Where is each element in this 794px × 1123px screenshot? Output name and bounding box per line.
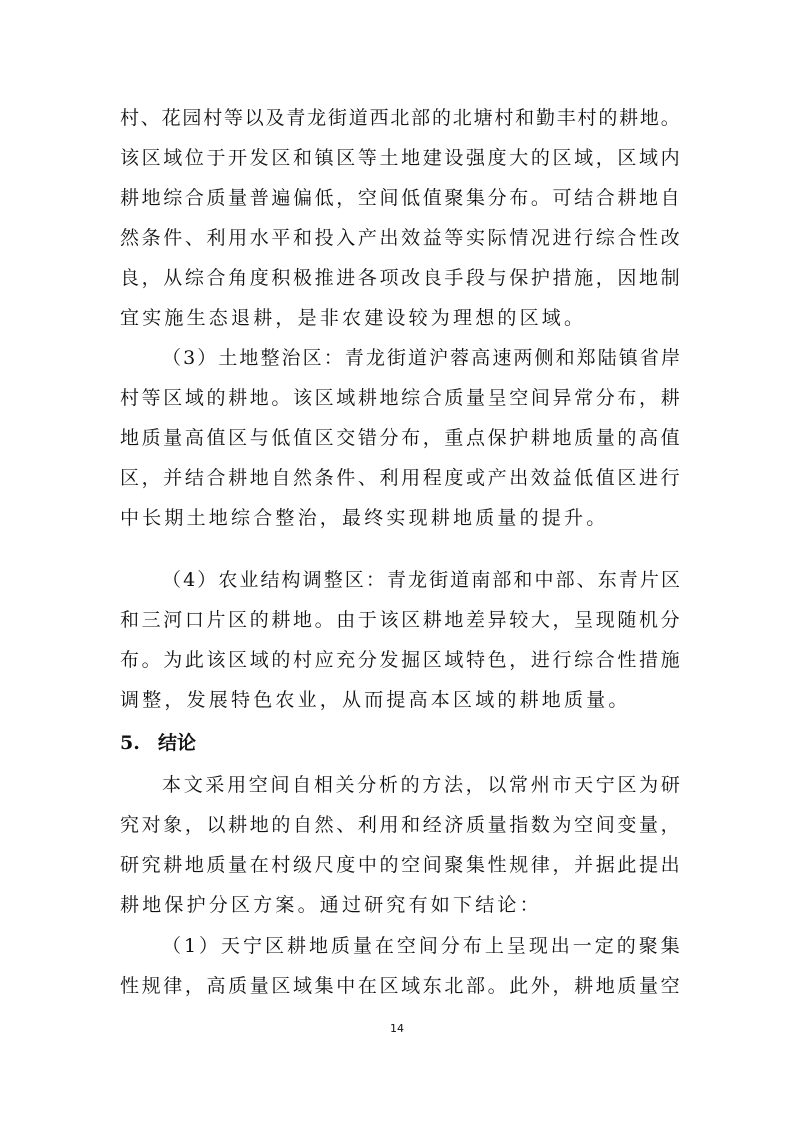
section-title: 结论 bbox=[158, 732, 197, 754]
body-line: 性 规 律 ， 高 质 量 区 域 集 中 在 区 域 东 北 部 。 此 外 ， 耕 地 质 量 空 bbox=[120, 975, 680, 997]
body-line: 耕地保护分区方案。通过研究有如下结论： bbox=[120, 894, 542, 916]
body-line: 研 究 耕 地 质 量 在 村 级 尺 度 中 的 空 间 聚 集 性 规 律 ， 并 据 此 提 出 bbox=[120, 854, 680, 876]
body-line: 究 对 象 ， 以 耕 地 的 自 然 、 利 用 和 经 济 质 量 指 数 为 空 间 变 量 ， bbox=[120, 814, 680, 836]
body-line: 该 区 域 位 于 开 发 区 和 镇 区 等 土 地 建 设 强 度 大 的 区 域 ， 区 域 内 bbox=[120, 147, 680, 169]
body-line: 良 ， 从 综 合 角 度 积 极 推 进 各 项 改 良 手 段 与 保 护 措 施 ， 因 地 制 bbox=[120, 267, 680, 289]
body-line: 区 ， 并 结 合 耕 地 自 然 条 件 、 利 用 程 度 或 产 出 效 益 低 值 区 进 行 bbox=[120, 467, 680, 489]
body-line: 耕 地 综 合 质 量 普 遍 偏 低 ， 空 间 低 值 聚 集 分 布 。 可 结 合 耕 地 自 bbox=[120, 187, 680, 209]
paragraph-first-line: （ 3 ） 土 地 整 治 区 ： 青 龙 街 道 沪 蓉 高 速 两 侧 和 郑 陆 镇 省 岸 bbox=[162, 347, 680, 369]
body-line: 和 三 河 口 片 区 的 耕 地 。 由 于 该 区 耕 地 差 异 较 大 ， 呈 现 随 机 分 bbox=[120, 609, 680, 631]
body-line: 然 条 件 、 利 用 水 平 和 投 入 产 出 效 益 等 实 际 情 况 进 行 综 合 性 改 bbox=[120, 227, 680, 249]
body-line: 中长期土地综合整治，最终实现耕地质量的提升。 bbox=[120, 507, 609, 529]
paragraph-first-line: （ 1 ） 天 宁 区 耕 地 质 量 在 空 间 分 布 上 呈 现 出 一 定 的 聚 集 bbox=[162, 935, 680, 957]
body-line: 宜实施生态退耕，是非农建设较为理想的区域。 bbox=[120, 307, 587, 329]
section-number: 5. bbox=[120, 732, 140, 754]
page-number: 14 bbox=[390, 1022, 404, 1035]
paragraph-first-line: （ 4 ） 农 业 结 构 调 整 区 ： 青 龙 街 道 南 部 和 中 部 、 东 青 片 区 bbox=[162, 569, 680, 591]
body-line: 布 。 为 此 该 区 域 的 村 应 充 分 发 掘 区 域 特 色 ， 进 行 综 合 性 措 施 bbox=[120, 649, 680, 671]
body-line: 村 等 区 域 的 耕 地 。 该 区 域 耕 地 综 合 质 量 呈 空 间 异 常 分 布 ， 耕 bbox=[120, 387, 680, 409]
body-line: 村 、 花 园 村 等 以 及 青 龙 街 道 西 北 部 的 北 塘 村 和 勤 丰 村 的 耕 地 。 bbox=[120, 107, 680, 129]
body-line: 地 质 量 高 值 区 与 低 值 区 交 错 分 布 ， 重 点 保 护 耕 地 质 量 的 高 值 bbox=[120, 427, 680, 449]
paragraph-first-line: 本 文 采 用 空 间 自 相 关 分 析 的 方 法 ， 以 常 州 市 天 宁 区 为 研 bbox=[162, 774, 680, 796]
section-heading bbox=[120, 723, 196, 763]
body-line: 调整，发展特色农业，从而提高本区域的耕地质量。 bbox=[120, 689, 631, 711]
